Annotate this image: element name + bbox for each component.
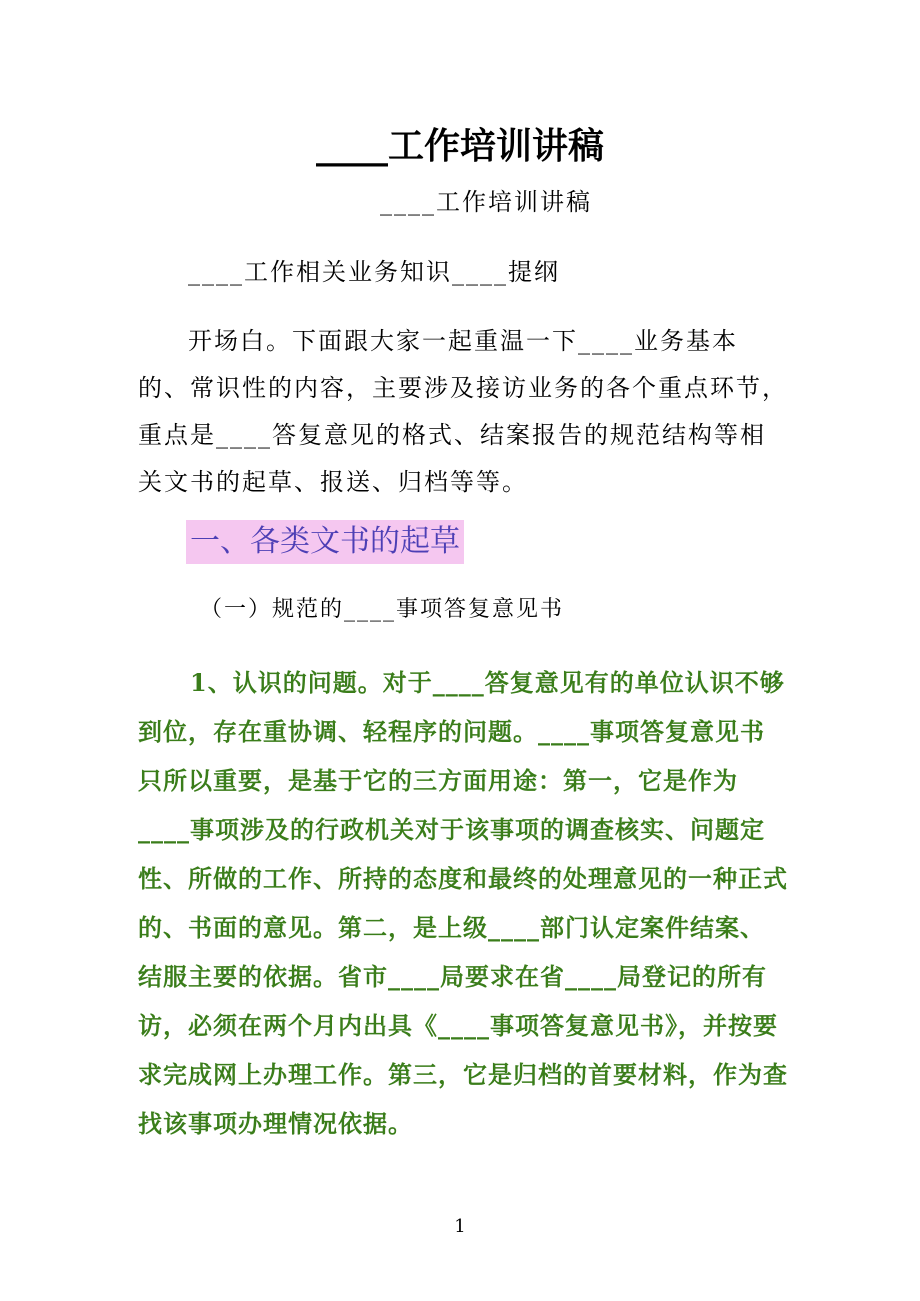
body-paragraph: 1、认识的问题。对于____答复意见有的单位认识不够到位，存在重协调、轻程序的问题。____事项答复意见书只所以重要，是基于它的三方面用途：第一，它是作为____事项涉及的行政机关对于该事项的调查核实、问题定性、所做的工作、所持的态度和最终的处理意见的一种正式的、书面的意见。第二，是上级____部门认定案件结案、结服主要的依据。省市____局要求在省____局登记的所有访，必须在两个月内出具《____事项答复意见书》，并按要求完成网上办理工作。第三，它是归档的首要材料，作为查找该事项办理情况依据。 (138, 668, 788, 1138)
page-number: 1 (454, 1216, 466, 1237)
main-title: ____工作培训讲稿 (315, 126, 604, 167)
outline-title: ____工作相关业务知识____提纲 (188, 258, 560, 286)
intro-paragraph: 开场白。下面跟大家一起重温一下____业务基本的、常识性的内容，主要涉及接访业务的各个重点环节，重点是____答复意见的格式、结案报告的规范结构等相关文书的起草、报送、归档等等。 (138, 327, 788, 496)
sub-title: ____工作培训讲稿 (380, 188, 592, 216)
section-heading: 一、各类文书的起草 (186, 520, 464, 564)
sub-heading: （一）规范的____事项答复意见书 (200, 597, 565, 622)
